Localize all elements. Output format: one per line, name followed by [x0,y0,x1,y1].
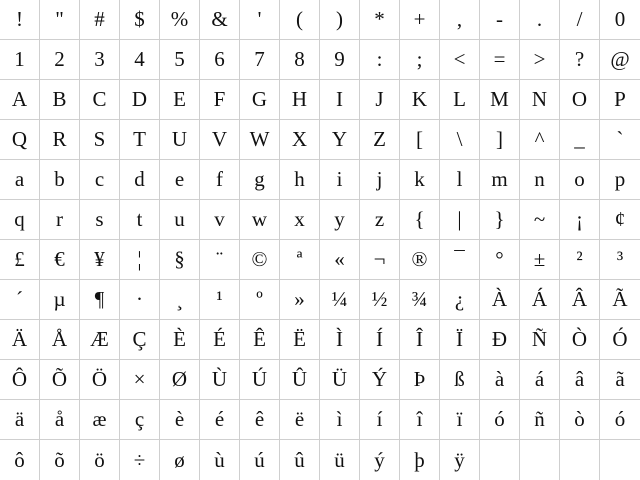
glyph-cell[interactable]: C [80,80,120,120]
glyph-cell[interactable]: ó [480,400,520,440]
glyph-cell[interactable]: n [520,160,560,200]
glyph-cell[interactable]: I [320,80,360,120]
glyph-cell[interactable]: Ç [120,320,160,360]
glyph-cell[interactable]: æ [80,400,120,440]
glyph-cell[interactable]: ñ [520,400,560,440]
glyph-cell[interactable]: k [400,160,440,200]
glyph-cell[interactable]: ß [440,360,480,400]
glyph-cell[interactable]: b [40,160,80,200]
glyph-cell[interactable]: ½ [360,280,400,320]
glyph-cell[interactable]: & [200,0,240,40]
glyph-cell[interactable]: | [440,200,480,240]
glyph-cell[interactable]: 4 [120,40,160,80]
glyph-cell[interactable]: E [160,80,200,120]
glyph-cell[interactable]: ] [480,120,520,160]
glyph-cell[interactable]: î [400,400,440,440]
glyph-cell[interactable]: G [240,80,280,120]
glyph-cell[interactable]: * [360,0,400,40]
glyph-cell[interactable]: " [40,0,80,40]
glyph-cell[interactable]: Ü [320,360,360,400]
glyph-cell[interactable]: 8 [280,40,320,80]
glyph-cell[interactable]: Õ [40,360,80,400]
glyph-cell[interactable]: ¨ [200,240,240,280]
glyph-cell[interactable]: m [480,160,520,200]
glyph-cell[interactable]: ë [280,400,320,440]
glyph-cell[interactable]: d [120,160,160,200]
glyph-cell[interactable]: Ï [440,320,480,360]
glyph-cell[interactable]: 9 [320,40,360,80]
glyph-cell[interactable]: j [360,160,400,200]
glyph-cell[interactable]: ó [600,400,640,440]
glyph-cell[interactable]: s [80,200,120,240]
glyph-cell[interactable]: y [320,200,360,240]
glyph-cell[interactable]: » [280,280,320,320]
glyph-cell[interactable]: ø [160,440,200,480]
glyph-cell[interactable]: ' [240,0,280,40]
glyph-cell[interactable]: Á [520,280,560,320]
glyph-cell-empty[interactable] [600,440,640,480]
glyph-cell[interactable]: ( [280,0,320,40]
glyph-cell[interactable]: ý [360,440,400,480]
glyph-cell[interactable]: ¶ [80,280,120,320]
glyph-cell[interactable]: A [0,80,40,120]
glyph-cell[interactable]: ª [280,240,320,280]
glyph-cell[interactable]: € [40,240,80,280]
glyph-cell[interactable]: Z [360,120,400,160]
glyph-cell[interactable]: à [480,360,520,400]
glyph-cell[interactable]: v [200,200,240,240]
glyph-cell[interactable]: ¥ [80,240,120,280]
glyph-cell[interactable]: ö [80,440,120,480]
glyph-cell[interactable]: ç [120,400,160,440]
glyph-cell[interactable]: ê [240,400,280,440]
glyph-cell[interactable]: ~ [520,200,560,240]
glyph-cell[interactable]: 1 [0,40,40,80]
glyph-cell[interactable]: ¦ [120,240,160,280]
glyph-cell[interactable]: á [520,360,560,400]
glyph-cell[interactable]: q [0,200,40,240]
glyph-cell[interactable]: É [200,320,240,360]
glyph-cell[interactable]: t [120,200,160,240]
glyph-cell[interactable]: È [160,320,200,360]
glyph-cell[interactable]: M [480,80,520,120]
glyph-cell[interactable]: ü [320,440,360,480]
glyph-cell[interactable]: ¹ [200,280,240,320]
glyph-cell[interactable]: ® [400,240,440,280]
glyph-cell[interactable]: K [400,80,440,120]
glyph-cell[interactable]: £ [0,240,40,280]
glyph-cell[interactable]: Ê [240,320,280,360]
glyph-cell[interactable]: ¬ [360,240,400,280]
glyph-cell[interactable]: µ [40,280,80,320]
glyph-cell[interactable]: å [40,400,80,440]
glyph-cell[interactable]: x [280,200,320,240]
glyph-cell[interactable]: « [320,240,360,280]
glyph-cell[interactable]: è [160,400,200,440]
glyph-cell[interactable]: ï [440,400,480,440]
glyph-cell[interactable]: Í [360,320,400,360]
glyph-cell[interactable]: % [160,0,200,40]
glyph-cell[interactable]: ¸ [160,280,200,320]
glyph-cell[interactable]: ì [320,400,360,440]
glyph-cell[interactable]: o [560,160,600,200]
glyph-cell[interactable]: þ [400,440,440,480]
glyph-cell[interactable]: ) [320,0,360,40]
glyph-cell[interactable]: F [200,80,240,120]
glyph-cell[interactable]: ù [200,440,240,480]
glyph-cell[interactable]: i [320,160,360,200]
glyph-cell[interactable]: © [240,240,280,280]
glyph-cell[interactable]: ÿ [440,440,480,480]
glyph-cell[interactable]: õ [40,440,80,480]
glyph-cell[interactable]: > [520,40,560,80]
glyph-cell[interactable]: { [400,200,440,240]
glyph-cell[interactable]: [ [400,120,440,160]
glyph-cell[interactable]: Ó [600,320,640,360]
glyph-cell[interactable]: ! [0,0,40,40]
glyph-cell[interactable]: Ð [480,320,520,360]
glyph-cell[interactable]: 6 [200,40,240,80]
glyph-cell[interactable]: ² [560,240,600,280]
glyph-cell[interactable]: @ [600,40,640,80]
glyph-cell[interactable]: p [600,160,640,200]
glyph-cell[interactable]: Û [280,360,320,400]
glyph-cell[interactable]: ¿ [440,280,480,320]
glyph-cell[interactable]: l [440,160,480,200]
glyph-cell[interactable]: À [480,280,520,320]
glyph-cell-empty[interactable] [520,440,560,480]
glyph-cell[interactable]: × [120,360,160,400]
glyph-cell[interactable]: ± [520,240,560,280]
glyph-cell[interactable]: Ù [200,360,240,400]
glyph-cell[interactable]: + [400,0,440,40]
glyph-cell[interactable]: X [280,120,320,160]
glyph-cell[interactable]: â [560,360,600,400]
glyph-cell[interactable]: . [520,0,560,40]
glyph-cell[interactable]: 0 [600,0,640,40]
glyph-cell[interactable]: c [80,160,120,200]
glyph-cell[interactable]: P [600,80,640,120]
glyph-cell[interactable]: N [520,80,560,120]
glyph-cell[interactable]: 3 [80,40,120,80]
glyph-cell[interactable]: Ý [360,360,400,400]
glyph-cell[interactable]: ? [560,40,600,80]
glyph-cell[interactable]: ä [0,400,40,440]
glyph-cell[interactable]: Ä [0,320,40,360]
glyph-cell[interactable]: ¡ [560,200,600,240]
glyph-cell[interactable]: Ì [320,320,360,360]
glyph-cell[interactable]: ÷ [120,440,160,480]
glyph-cell[interactable]: r [40,200,80,240]
glyph-cell[interactable]: h [280,160,320,200]
glyph-cell[interactable]: Ö [80,360,120,400]
glyph-cell[interactable]: ô [0,440,40,480]
glyph-cell[interactable]: f [200,160,240,200]
glyph-cell[interactable]: Ñ [520,320,560,360]
glyph-cell[interactable]: V [200,120,240,160]
glyph-cell[interactable]: R [40,120,80,160]
glyph-cell[interactable]: ; [400,40,440,80]
glyph-cell[interactable]: Þ [400,360,440,400]
glyph-cell[interactable]: · [120,280,160,320]
glyph-cell[interactable]: Å [40,320,80,360]
glyph-cell[interactable]: ^ [520,120,560,160]
glyph-cell[interactable]: ¢ [600,200,640,240]
glyph-cell[interactable]: w [240,200,280,240]
glyph-cell[interactable]: \ [440,120,480,160]
glyph-cell[interactable]: Æ [80,320,120,360]
glyph-cell[interactable]: Ã [600,280,640,320]
glyph-cell[interactable]: Ú [240,360,280,400]
glyph-cell[interactable]: _ [560,120,600,160]
glyph-cell[interactable]: ³ [600,240,640,280]
glyph-cell[interactable]: Q [0,120,40,160]
glyph-cell[interactable]: } [480,200,520,240]
glyph-cell[interactable]: ° [480,240,520,280]
glyph-cell[interactable]: - [480,0,520,40]
glyph-cell[interactable]: Â [560,280,600,320]
glyph-cell[interactable]: ò [560,400,600,440]
glyph-cell[interactable]: L [440,80,480,120]
glyph-cell[interactable]: § [160,240,200,280]
glyph-cell[interactable]: Ø [160,360,200,400]
glyph-cell[interactable]: , [440,0,480,40]
glyph-cell[interactable]: û [280,440,320,480]
glyph-cell[interactable]: ã [600,360,640,400]
glyph-cell[interactable]: H [280,80,320,120]
glyph-cell[interactable]: ¯ [440,240,480,280]
glyph-cell[interactable]: < [440,40,480,80]
glyph-cell[interactable]: / [560,0,600,40]
glyph-cell[interactable]: # [80,0,120,40]
glyph-cell[interactable]: O [560,80,600,120]
glyph-cell[interactable]: í [360,400,400,440]
glyph-cell[interactable]: z [360,200,400,240]
glyph-cell[interactable]: 5 [160,40,200,80]
glyph-cell[interactable]: 7 [240,40,280,80]
glyph-cell[interactable]: Ô [0,360,40,400]
glyph-cell[interactable]: ¾ [400,280,440,320]
glyph-cell[interactable]: S [80,120,120,160]
glyph-cell[interactable]: ´ [0,280,40,320]
glyph-cell[interactable]: é [200,400,240,440]
glyph-cell[interactable]: W [240,120,280,160]
glyph-cell[interactable]: u [160,200,200,240]
glyph-cell[interactable]: ¼ [320,280,360,320]
glyph-cell[interactable]: g [240,160,280,200]
glyph-cell[interactable]: $ [120,0,160,40]
glyph-cell[interactable]: e [160,160,200,200]
glyph-cell[interactable]: Î [400,320,440,360]
glyph-cell-empty[interactable] [480,440,520,480]
glyph-cell[interactable]: 2 [40,40,80,80]
glyph-cell[interactable]: J [360,80,400,120]
glyph-cell[interactable]: D [120,80,160,120]
glyph-cell[interactable]: = [480,40,520,80]
glyph-cell[interactable]: B [40,80,80,120]
glyph-cell[interactable]: ú [240,440,280,480]
glyph-cell[interactable]: : [360,40,400,80]
glyph-cell[interactable]: Y [320,120,360,160]
glyph-cell[interactable]: U [160,120,200,160]
glyph-cell[interactable]: º [240,280,280,320]
glyph-cell[interactable]: T [120,120,160,160]
glyph-cell[interactable]: Ë [280,320,320,360]
glyph-cell[interactable]: a [0,160,40,200]
glyph-cell-empty[interactable] [560,440,600,480]
glyph-cell[interactable]: Ò [560,320,600,360]
glyph-cell[interactable]: ` [600,120,640,160]
